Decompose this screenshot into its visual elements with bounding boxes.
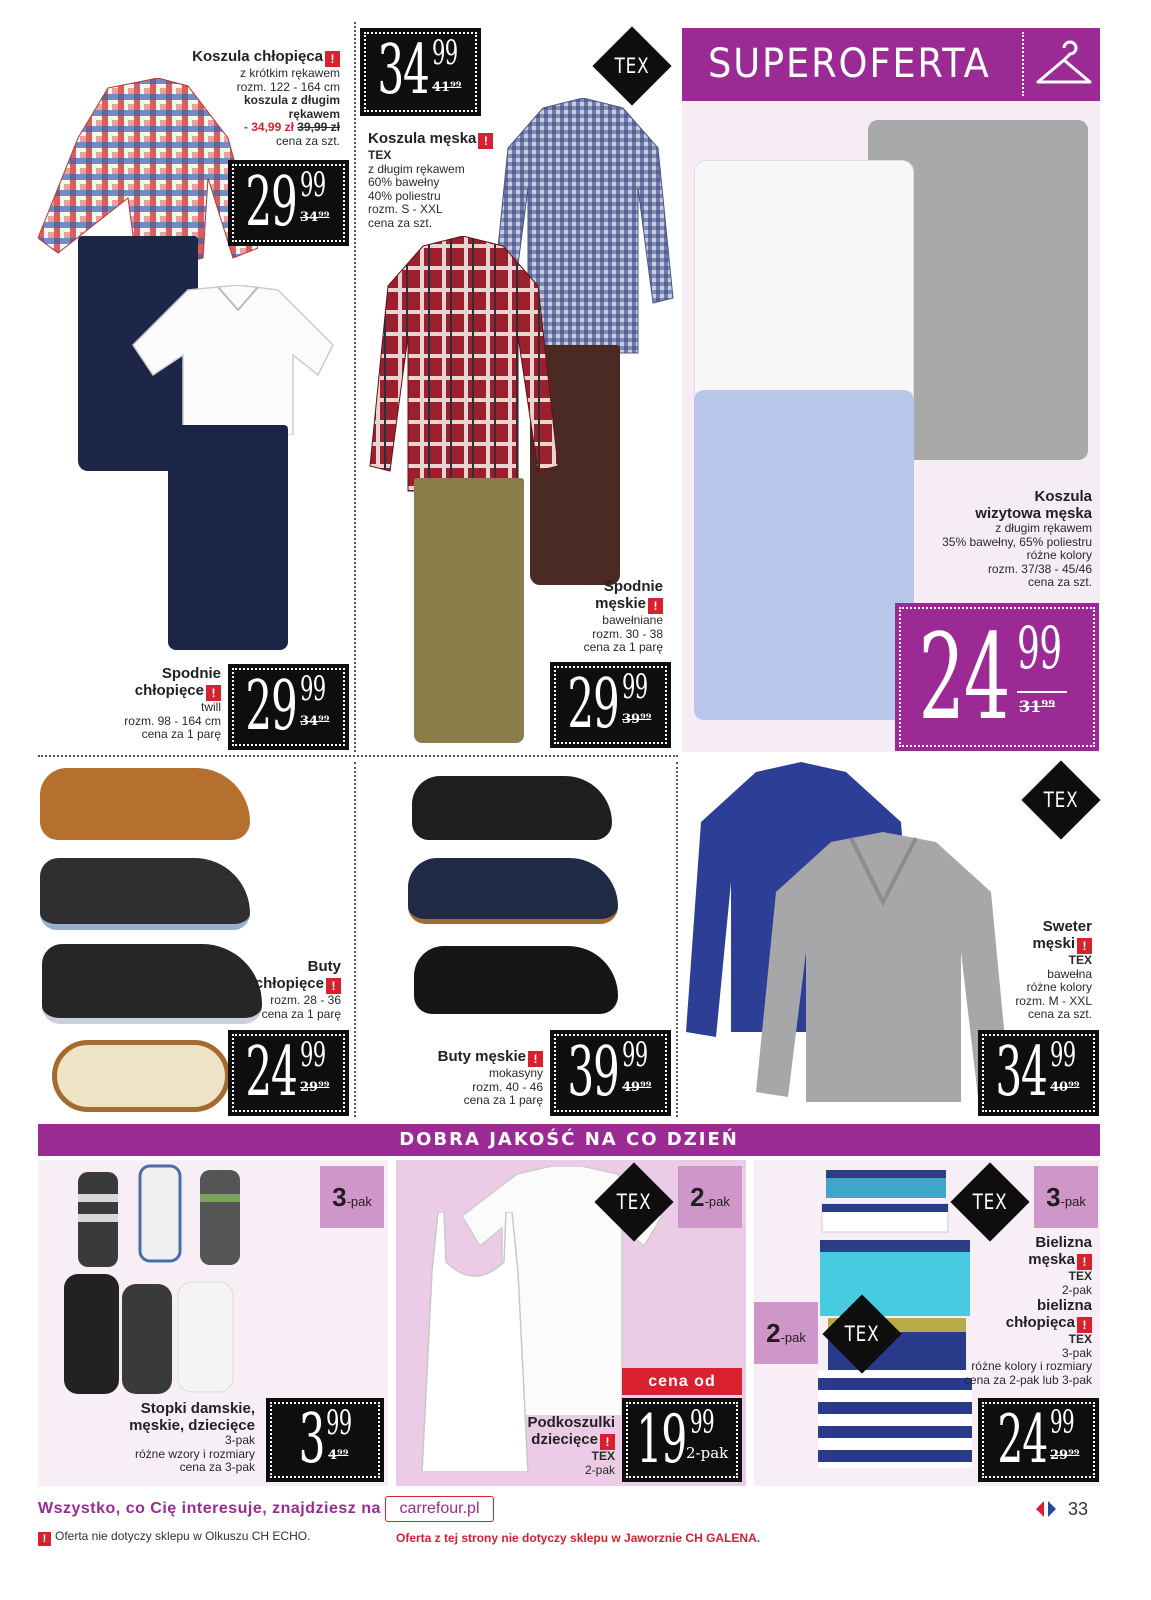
excl-icon: ! <box>206 685 221 701</box>
underwear-title2: męska <box>1028 1251 1075 1268</box>
boy-pants-title2: chłopięce <box>134 682 204 699</box>
excl-icon: ! <box>528 1051 543 1067</box>
price-int: 39 <box>567 1033 619 1112</box>
excl-icon: ! <box>1077 1254 1092 1270</box>
underwear-line1: 2-pak <box>1061 1282 1092 1297</box>
superoferta-info <box>892 488 1092 590</box>
socks-line2: różne wzory i rozmiary <box>134 1446 255 1461</box>
cena-od-text: cena od <box>648 1373 716 1390</box>
price-int: 24 <box>997 1401 1047 1478</box>
boy-shoe-velcro-image <box>40 858 250 930</box>
boy-pants-line3: cena za 1 parę <box>141 727 221 741</box>
boy-pants-line2: rozm. 98 - 164 cm <box>124 713 221 728</box>
undershirts-title1: Podkoszulki <box>527 1414 615 1431</box>
price-int: 24 <box>245 1033 297 1112</box>
sweater-line3: rozm. M - XXL <box>1015 993 1092 1008</box>
banner-divider <box>1022 32 1024 96</box>
men-shirt-info <box>368 130 518 230</box>
price-tag-socks <box>266 1398 384 1482</box>
price-int: 34 <box>377 31 429 110</box>
price-old: 34⁹⁹ <box>300 210 330 225</box>
price-int: 3 <box>298 1400 324 1479</box>
boy-shirt-line2: rozm. 122 - 164 cm <box>236 79 340 94</box>
underwear-pak-badge-a <box>1034 1166 1098 1228</box>
men-shirt-line5: cena za szt. <box>368 215 433 230</box>
underwear-title4: chłopięca <box>1005 1314 1075 1331</box>
superoferta-line2: 35% bawełny, 65% poliestru <box>942 534 1092 549</box>
men-pants-line2: rozm. 30 - 38 <box>592 626 663 641</box>
undershirts-brand: TEX <box>591 1449 615 1463</box>
tex-badge-sweater <box>1021 760 1100 839</box>
price-tag-boy-shirt <box>228 160 349 246</box>
undershirts-pak-badge <box>678 1166 742 1228</box>
price-cents: 99 <box>690 1403 715 1441</box>
footer-note-left-text: Oferta nie dotyczy sklepu w Olkuszu CH ECHO. <box>55 1529 311 1543</box>
men-khaki-pants-image <box>414 478 524 743</box>
men-shirt-brand: TEX <box>368 148 392 162</box>
excl-icon: ! <box>38 1532 51 1546</box>
men-pants-info <box>543 578 663 655</box>
underwear-title3: bielizna <box>1036 1297 1092 1314</box>
price-cents: 99 <box>1050 1403 1075 1441</box>
underwear-line2: 3-pak <box>1061 1345 1092 1360</box>
price-underline <box>1017 691 1067 693</box>
excl-icon: ! <box>326 978 341 994</box>
socks-info <box>75 1400 255 1475</box>
price-old: 49⁹⁹ <box>622 1080 652 1095</box>
men-shirt-red-image <box>368 236 558 496</box>
superoferta-title2: wizytowa męska <box>975 505 1092 522</box>
price-unit: 2-pak <box>686 1444 729 1462</box>
men-pants-title1: Spodnie <box>603 578 663 595</box>
underwear-brand2: TEX <box>1068 1332 1092 1346</box>
price-tag-sweater <box>978 1030 1099 1116</box>
socks-line3: cena za 3-pak <box>179 1460 255 1474</box>
section-banner-label: DOBRA JAKOŚĆ NA CO DZIEŃ <box>399 1129 739 1150</box>
underwear-line3: różne kolory i rozmiary <box>971 1359 1092 1373</box>
pak-number: 2 <box>766 1318 781 1348</box>
socks-line1: 3-pak <box>224 1433 255 1447</box>
undershirts-info <box>495 1414 615 1477</box>
boy-pants-info <box>71 665 221 742</box>
excl-icon: ! <box>600 1434 615 1450</box>
boy-pants-image <box>168 425 288 650</box>
price-old: 40⁹⁹ <box>1050 1080 1080 1095</box>
divider-vertical-top <box>354 22 356 752</box>
tex-label: TEX <box>616 1190 652 1214</box>
men-shoes-line2: rozm. 40 - 46 <box>472 1079 543 1094</box>
divider-horizontal <box>38 755 678 757</box>
price-int: 29 <box>567 665 619 744</box>
carrefour-logo-icon <box>1034 1500 1058 1518</box>
price-int: 24 <box>918 608 1009 746</box>
price-cents: 99 <box>1017 614 1062 682</box>
boy-shoes-title2: chłopięce <box>254 975 324 992</box>
price-tag-boy-shoes <box>228 1030 349 1116</box>
superoferta-title1: Koszula <box>1034 488 1092 505</box>
superoferta-banner <box>682 28 1100 101</box>
boy-shirt-line4: rękawem <box>288 106 340 121</box>
sweater-info <box>962 918 1092 1022</box>
price-cents: 99 <box>622 667 648 707</box>
men-shirt-line1: z długim rękawem <box>368 161 465 176</box>
price-int: 29 <box>245 667 297 746</box>
socks-pak-badge <box>320 1166 384 1228</box>
pak-number: 2 <box>690 1182 705 1212</box>
cena-od-label <box>622 1368 742 1395</box>
undershirts-title2: dziecięce <box>531 1431 598 1448</box>
sweater-line2: różne kolory <box>1026 980 1092 994</box>
boy-shirt-title: Koszula chłopięca <box>192 48 323 65</box>
tex-label: TEX <box>972 1190 1008 1214</box>
men-shirt-title: Koszula męska <box>368 130 477 147</box>
page-number: 33 <box>1068 1499 1089 1519</box>
pak-word: -pak <box>704 1194 730 1209</box>
men-shoes-title: Buty męskie <box>437 1048 526 1065</box>
boy-shoe-sole-image <box>52 1040 230 1112</box>
men-shoe-2-image <box>408 858 618 924</box>
men-shirt-line4: rozm. S - XXL <box>368 202 443 216</box>
underwear-title1: Bielizna <box>1035 1234 1092 1251</box>
price-tag-superoferta <box>895 603 1099 751</box>
boy-shoes-title1: Buty <box>307 958 341 975</box>
price-tag-undershirts <box>622 1398 742 1482</box>
price-old: 41⁹⁹ <box>432 80 462 95</box>
superoferta-line4: rozm. 37/38 - 45/46 <box>987 561 1092 576</box>
footer-tagline: Wszystko, co Cię interesuje, znajdziesz na <box>38 1500 381 1517</box>
socks-title1: Stopki damskie, <box>140 1400 255 1417</box>
divider-vertical-mid2 <box>676 762 678 1117</box>
price-tag-men-shirt <box>360 28 481 116</box>
superoferta-line3: różne kolory <box>1026 548 1092 562</box>
boy-pants-line1: twill <box>201 700 221 714</box>
price-cents: 99 <box>622 1035 648 1075</box>
price-tag-men-pants <box>550 662 671 748</box>
men-shoes-line3: cena za 1 parę <box>463 1093 543 1107</box>
men-pants-line3: cena za 1 parę <box>583 640 663 654</box>
men-shirt-line2: 60% bawełny <box>368 175 440 189</box>
price-int: 34 <box>995 1033 1047 1112</box>
men-pants-title2: męskie <box>595 595 646 612</box>
price-cents: 99 <box>1050 1035 1076 1075</box>
boy-shirt-line6: cena za szt. <box>275 133 340 148</box>
boy-shirt-line3: koszula z długim <box>243 93 340 107</box>
men-shoe-1-image <box>412 776 612 840</box>
underwear-line4: cena za 2-pak lub 3-pak <box>963 1372 1092 1387</box>
superoferta-line5: cena za szt. <box>1027 575 1092 589</box>
sweater-title2: męski <box>1032 935 1075 952</box>
price-cents: 99 <box>300 669 326 709</box>
boy-shirt-long-old: 39,99 zł <box>297 120 340 134</box>
underwear-info <box>932 1234 1092 1387</box>
tex-label: TEX <box>1043 788 1079 812</box>
price-int: 19 <box>636 1401 686 1478</box>
price-old: 29⁹⁹ <box>300 1080 330 1095</box>
boy-shoes-info <box>201 958 341 1021</box>
price-old: 4⁹⁹ <box>328 1448 349 1463</box>
underwear-pak-badge-b <box>754 1302 818 1364</box>
price-tag-underwear <box>978 1398 1099 1482</box>
price-cents: 99 <box>300 165 326 205</box>
blue-shirt-image <box>694 390 914 720</box>
pak-word: -pak <box>346 1194 372 1209</box>
footer-note-left <box>38 1528 310 1546</box>
tex-label: TEX <box>614 54 650 78</box>
footer-link[interactable]: carrefour.pl <box>385 1496 494 1522</box>
superoferta-line1: z długim rękawem <box>995 521 1092 535</box>
boy-pants-title1: Spodnie <box>161 665 221 682</box>
price-cents: 99 <box>300 1035 326 1075</box>
pak-word: -pak <box>1060 1194 1086 1209</box>
tex-badge-men-shirt <box>592 26 671 105</box>
superoferta-title: SUPEROFERTA <box>708 41 991 87</box>
men-shirt-line3: 40% poliestru <box>368 188 441 203</box>
footer-note-right: Oferta z tej strony nie dotyczy sklepu w Jaworznie CH GALENA. <box>396 1531 761 1545</box>
undershirts-line1: 2-pak <box>584 1462 615 1477</box>
boy-shirt-line1: z krótkim rękawem <box>239 66 340 80</box>
price-old: 31⁹⁹ <box>1019 697 1056 716</box>
underwear-brand1: TEX <box>1068 1269 1092 1283</box>
boy-shirt-info <box>140 48 340 148</box>
boy-shoes-line2: cena za 1 parę <box>261 1006 341 1021</box>
boy-shoe-brown-image <box>40 768 250 840</box>
price-cents: 99 <box>326 1403 352 1443</box>
excl-icon: ! <box>478 133 493 149</box>
men-shoes-line1: mokasyny <box>488 1066 543 1080</box>
boy-shirt-long-price: - 34,99 zł <box>243 120 294 134</box>
sweater-line1: bawełna <box>1047 966 1092 981</box>
men-shoes-info <box>383 1048 543 1108</box>
excl-icon: ! <box>648 598 663 614</box>
price-tag-men-shoes <box>550 1030 671 1116</box>
hanger-icon <box>1034 38 1094 90</box>
sweater-brand: TEX <box>1068 953 1092 967</box>
sweater-line4: cena za szt. <box>1027 1007 1092 1021</box>
socks-image <box>60 1164 270 1400</box>
pak-number: 3 <box>332 1182 347 1212</box>
men-pants-line1: bawełniane <box>602 613 663 627</box>
boy-shoes-line1: rozm. 28 - 36 <box>270 993 341 1007</box>
divider-vertical-mid <box>354 762 356 1117</box>
excl-icon: ! <box>1077 1317 1092 1333</box>
price-int: 29 <box>245 163 297 242</box>
pak-word: -pak <box>780 1330 806 1345</box>
price-cents: 99 <box>432 33 458 73</box>
pak-number: 3 <box>1046 1182 1061 1212</box>
sweater-title1: Sweter <box>1042 918 1092 935</box>
price-old: 34⁹⁹ <box>300 714 330 729</box>
section-banner <box>38 1124 1100 1156</box>
excl-icon: ! <box>1077 938 1092 954</box>
white-shirt-image <box>694 160 914 420</box>
price-old: 39⁹⁹ <box>622 712 652 727</box>
price-tag-boy-pants <box>228 664 349 750</box>
price-old: 29⁹⁹ <box>1050 1448 1080 1463</box>
boy-white-shirt-image <box>128 285 343 435</box>
excl-icon: ! <box>325 51 340 67</box>
socks-title2: męskie, dziecięce <box>129 1417 255 1434</box>
men-shoe-3-image <box>414 946 618 1014</box>
tex-label: TEX <box>844 1322 880 1346</box>
